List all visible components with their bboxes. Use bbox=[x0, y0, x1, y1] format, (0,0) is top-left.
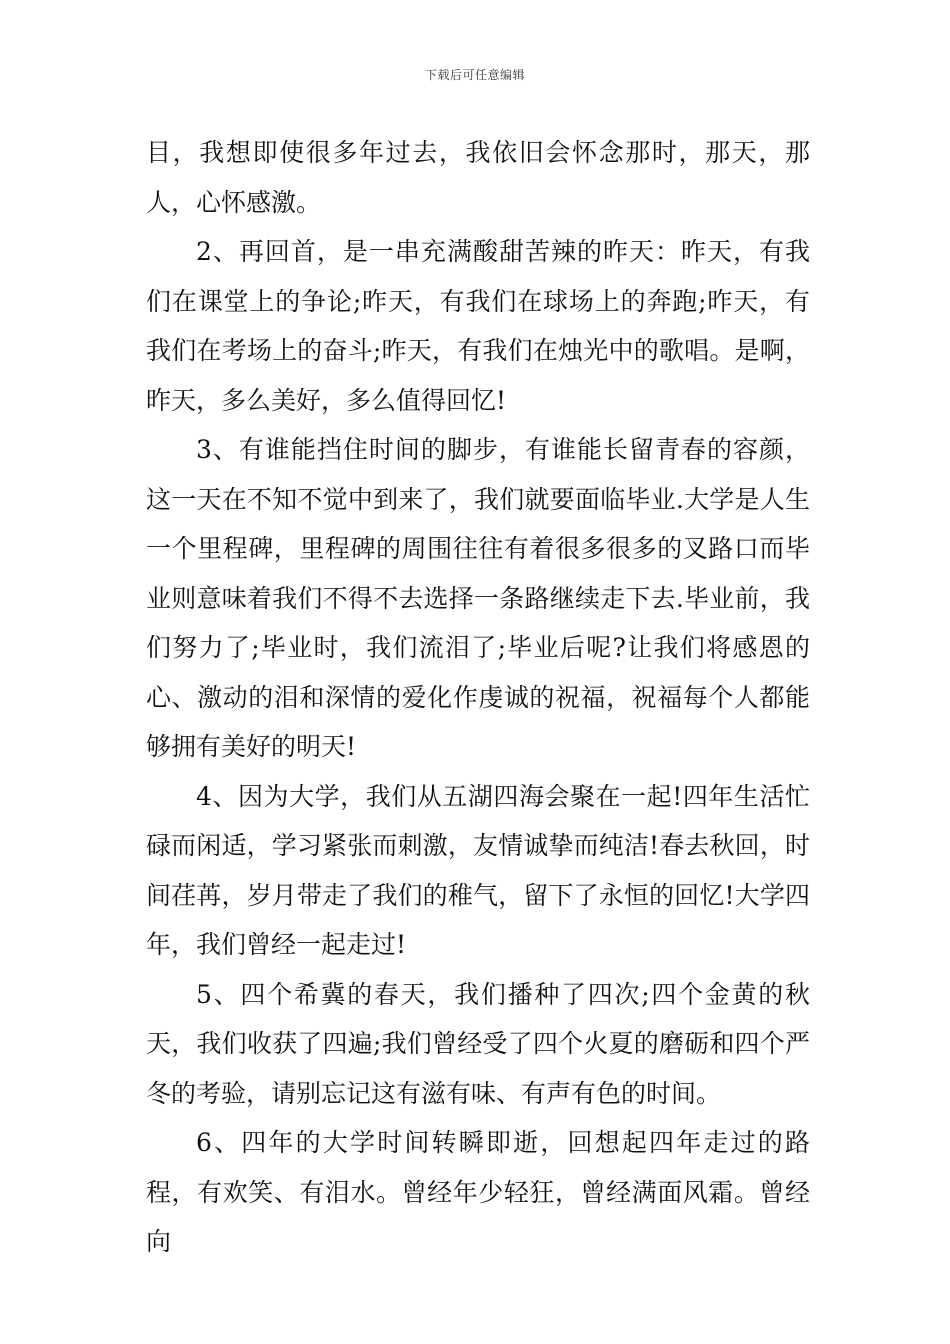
paragraph-2: 2、再回首，是一串充满酸甜苦辣的昨天：昨天，有我们在课堂上的争论;昨天，有我们在球场上的奔跑;昨天，有我们在考场上的奋斗;昨天，有我们在烛光中的歌唱。是啊，昨天，多么美好，多么值得回忆! bbox=[146, 237, 810, 415]
page-header: 下载后可任意编辑 bbox=[424, 68, 525, 82]
paragraph-5: 5、四个希冀的春天，我们播种了四次;四个金黄的秋天，我们收获了四遍;我们曾经受了四个火夏的磨砺和四个严冬的考验，请别忘记这有滋有味、有声有色的时间。 bbox=[146, 979, 810, 1108]
document-body bbox=[146, 128, 810, 1267]
paragraph-continuation: 目，我想即使很多年过去，我依旧会怀念那时，那天，那人，心怀感激。 bbox=[146, 138, 810, 217]
paragraph-3: 3、有谁能挡住时间的脚步，有谁能长留青春的容颜，这一天在不知不觉中到来了，我们就要面临毕业.大学是人生一个里程碑，里程碑的周围往往有着很多很多的叉路口而毕业则意味着我们不得不去选择一条路继续走下去.毕业前，我们努力了;毕业时，我们流泪了;毕业后呢?让我们将感恩的心、激动的泪和深情的爱化作虔诚的祝福，祝福每个人都能够拥有美好的明天! bbox=[146, 435, 810, 761]
paragraph-4: 4、因为大学，我们从五湖四海会聚在一起!四年生活忙碌而闲适，学习紧张而刺激，友情诚挚而纯洁!春去秋回，时间荏苒，岁月带走了我们的稚气，留下了永恒的回忆!大学四年，我们曾经一起走过! bbox=[146, 781, 810, 959]
paragraph-6: 6、四年的大学时间转瞬即逝，回想起四年走过的路程，有欢笑、有泪水。曾经年少轻狂，曾经满面风霜。曾经向 bbox=[146, 1128, 810, 1256]
